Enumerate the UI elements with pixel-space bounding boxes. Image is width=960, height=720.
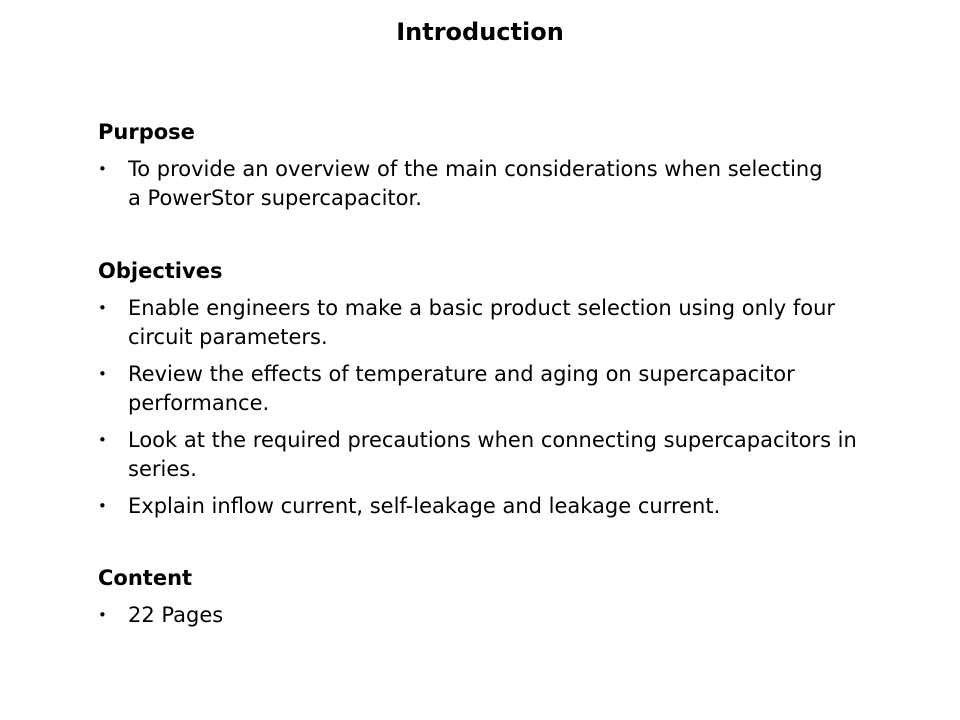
content-bullet-list xyxy=(98,601,858,638)
bullet-text: Enable engineers to make a basic product selection using only four circuit parameters. xyxy=(128,296,836,349)
bullet-icon: • xyxy=(98,606,107,624)
bullet-text: Explain inflow current, self-leakage and leakage current. xyxy=(128,494,721,518)
bullet-text: Look at the required precautions when connecting supercapacitors in series. xyxy=(128,428,857,481)
purpose-heading: Purpose xyxy=(98,120,195,144)
bullet-icon: • xyxy=(98,160,107,178)
bullet-icon: • xyxy=(98,431,107,449)
bullet-icon: • xyxy=(98,497,107,515)
bullet-icon: • xyxy=(98,299,107,317)
purpose-bullet-item xyxy=(98,155,838,213)
content-bullet-item xyxy=(98,601,858,630)
objectives-bullet-item xyxy=(98,360,858,418)
objectives-bullet-item xyxy=(98,294,858,352)
objectives-bullet-item xyxy=(98,426,858,484)
objectives-bullet-item xyxy=(98,492,858,521)
objectives-bullet-list xyxy=(98,294,858,529)
bullet-text: To provide an overview of the main considerations when selecting a PowerStor supercapacitor. xyxy=(128,157,823,210)
bullet-icon: • xyxy=(98,365,107,383)
content-heading: Content xyxy=(98,566,193,590)
purpose-bullet-list xyxy=(98,155,838,221)
bullet-text: 22 Pages xyxy=(128,603,224,627)
slide-title: Introduction xyxy=(396,18,564,46)
bullet-text: Review the effects of temperature and aging on supercapacitor performance. xyxy=(128,362,795,415)
objectives-heading: Objectives xyxy=(98,259,223,283)
